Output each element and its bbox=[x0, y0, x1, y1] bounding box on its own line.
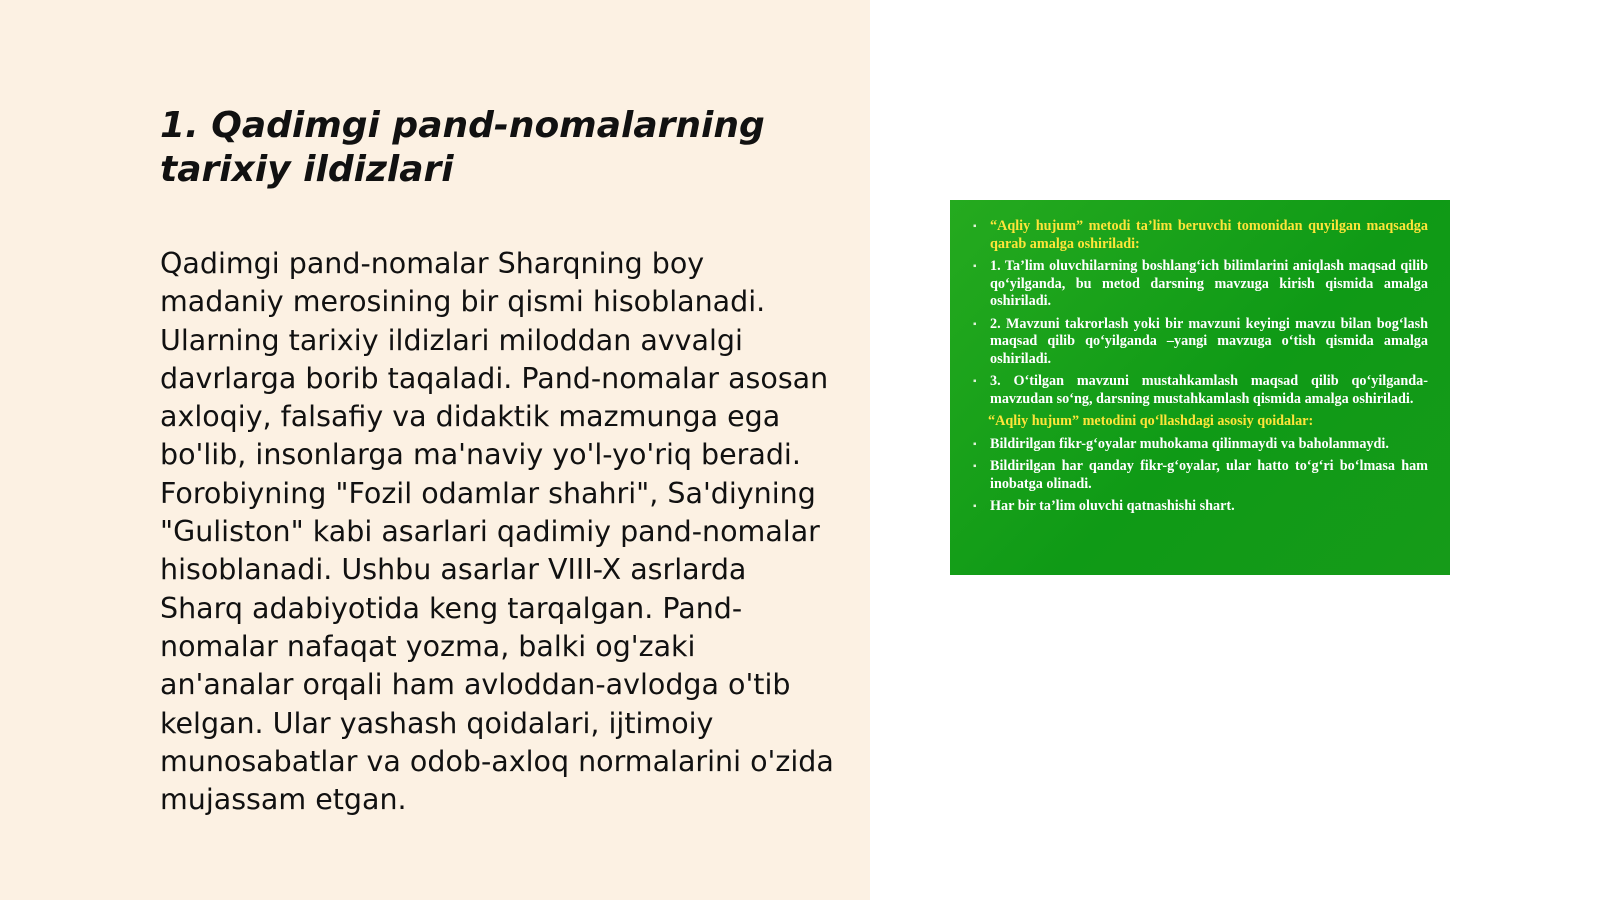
slide-body-text: Qadimgi pand-nomalar Sharqning boy madaniy merosining bir qismi hisoblanadi. Ularning tarixiy ildizlari miloddan avvalgi davrlarga borib taqaladi. Pand-nomalar asosan axloqiy, falsafiy va didaktik mazmunga ega bo'lib, insonlarga ma'naviy yo'l-yo'riq beradi. Forobiyning "Fozil odamlar shahri", Sa'diyning "Guliston" kabi asarlari qadimiy pand-nomalar hisoblanadi. Ushbu asarlar VIII-X asrlarda Sharq adabiyotida keng tarqalgan. Pand-nomalar nafaqat yozma, balki og'zaki an'analar orqali ham avloddan-avlodga o'tib kelgan. Ular yashash qoidalari, ijtimoiy munosabatlar va odob-axloq normalarini o'zida mujassam etgan. bbox=[160, 247, 834, 817]
list-item-text: 2. Mavzuni takrorlash yoki bir mavzuni keyingi mavzu bilan bog‘lash maqsad qilib qo‘yilganda –yangi mavzuga o‘tish qismida amalga oshiriladi. bbox=[990, 315, 1428, 367]
list-heading bbox=[970, 413, 1428, 431]
list-item-text: Bildirilgan fikr-g‘oyalar muhokama qilinmaydi va baholanmaydi. bbox=[990, 435, 1389, 452]
bullet-icon: ▪ bbox=[973, 261, 977, 272]
bullet-icon: ▪ bbox=[973, 461, 977, 472]
list-item bbox=[970, 436, 1428, 454]
list-item bbox=[970, 498, 1428, 516]
slide-title: 1. Qadimgi pand-nomalarning tarixiy ildizlari bbox=[160, 105, 765, 190]
bullet-icon: ▪ bbox=[973, 221, 977, 232]
list-item-text: 1. Ta’lim oluvchilarning boshlang‘ich bilimlarini aniqlash maqsad qilib qo‘yilganda, bu metod darsning mavzuga kirish qismida amalga oshiriladi. bbox=[990, 258, 1428, 309]
bullet-icon: ▪ bbox=[973, 438, 977, 450]
list-heading-text: “Aqliy hujum” metodini qo‘llashdagi asosiy qoidalar: bbox=[988, 413, 1314, 429]
bullet-icon: ▪ bbox=[973, 501, 977, 512]
list-item-text: 3. O‘tilgan mavzuni mustahkamlash maqsad qilib qo‘yilganda-mavzudan so‘ng, darsning mustahkamlash qismida amalga oshiriladi. bbox=[990, 373, 1428, 407]
green-slide-image bbox=[950, 200, 1450, 575]
list-item bbox=[970, 258, 1428, 311]
image-bullet-list bbox=[970, 218, 1428, 516]
list-item bbox=[970, 316, 1428, 369]
bullet-icon: ▪ bbox=[973, 318, 977, 330]
list-item bbox=[970, 373, 1428, 408]
bullet-icon: ▪ bbox=[973, 376, 977, 387]
list-item-text: “Aqliy hujum” metodi ta’lim beruvchi tomonidan quyilgan maqsadga qarab amalga oshiriladi: bbox=[990, 218, 1428, 252]
list-item bbox=[970, 218, 1428, 253]
list-item-text: Bildirilgan har qanday fikr-g‘oyalar, ular hatto to‘g‘ri bo‘lmasa ham inobatga olinadi. bbox=[990, 458, 1428, 492]
list-item bbox=[970, 458, 1428, 493]
list-item-text: Har bir ta’lim oluvchi qatnashishi shart. bbox=[990, 498, 1235, 514]
